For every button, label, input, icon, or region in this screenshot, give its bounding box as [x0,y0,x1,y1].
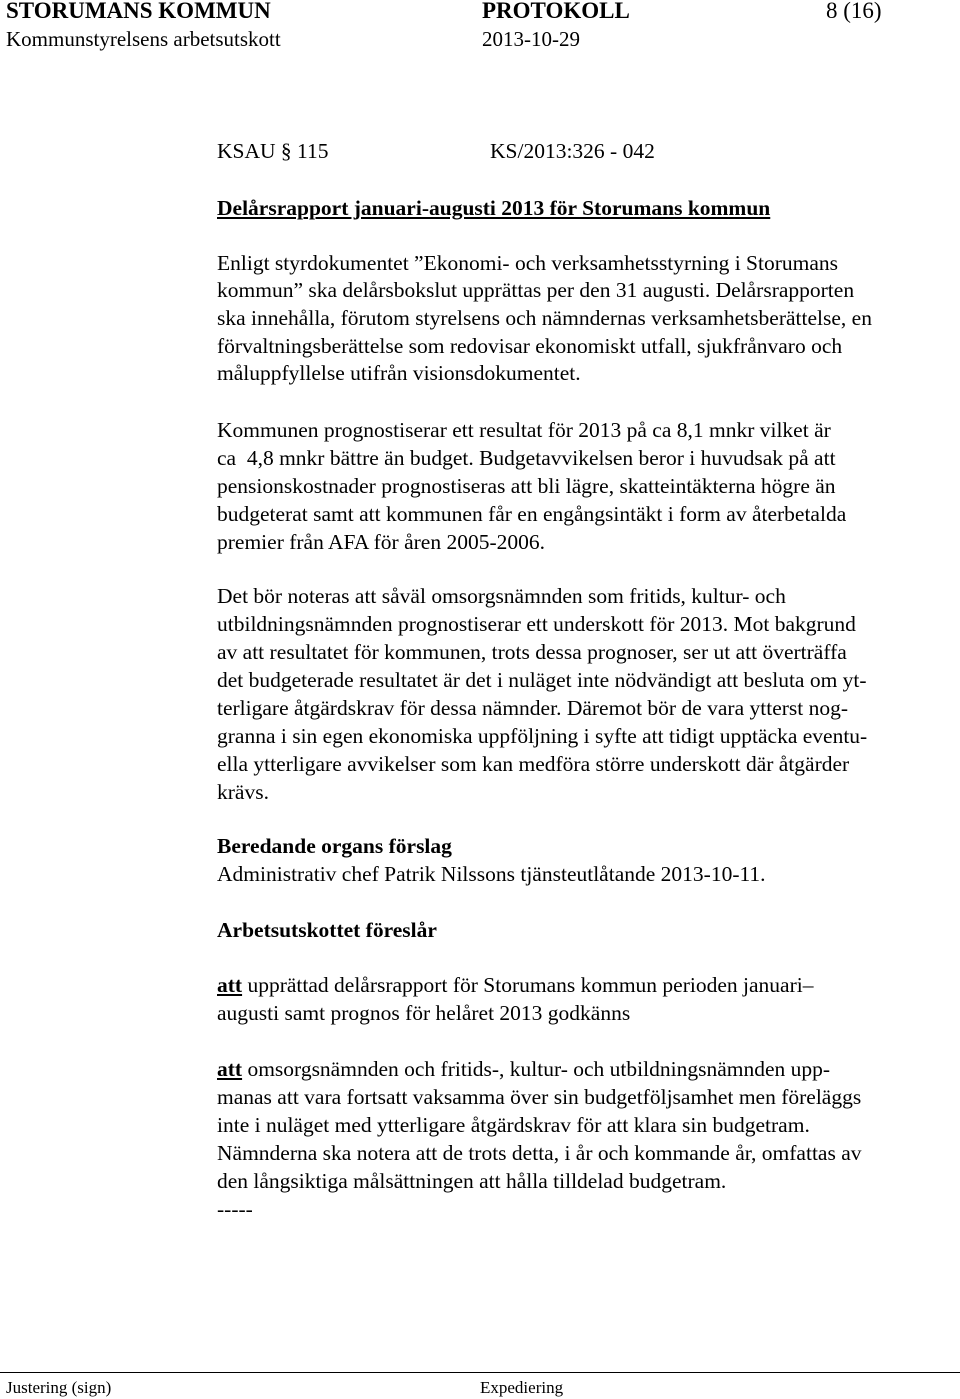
page-number: 8 (16) [826,0,882,23]
body-line: ella ytterligare avvikelser som kan medföra större underskott där åtgärder [217,752,850,776]
proposal-line: upprättad delårsrapport för Storumans kommun perioden januari– [242,973,814,997]
body-line: budgeterat samt att kommunen får en engångsintäkt i form av återbetalda [217,502,847,526]
body-line: premier från AFA för åren 2005-2006. [217,530,545,554]
body-line: förvaltningsberättelse som redovisar ekonomiskt utfall, sjukfrånvaro och [217,334,843,358]
proposal-line: inte i nuläget med ytterligare åtgärdskrav för att klara sin budgetram. [217,1113,810,1137]
case-title: Delårsrapport januari-augusti 2013 för Storumans kommun [217,196,771,220]
document-type: PROTOKOLL [482,0,630,23]
end-mark: ----- [217,1197,253,1221]
body-line: ca 4,8 mnkr bättre än budget. Budgetavvikelsen beror i huvudsak på att [217,446,836,470]
body-line: Det bör noteras att såväl omsorgsnämnden som fritids, kultur- och [217,584,786,608]
body-line: måluppfyllelse utifrån visionsdokumentet. [217,361,581,385]
proposal-item-2 [217,1057,830,1082]
body-line: ska innehålla, förutom styrelsens och nämndernas verksamhetsberättelse, en [217,306,872,330]
body-line: av att resultatet för kommunen, trots dessa prognoser, ser ut att överträffa [217,640,847,664]
body-line: det budgeterade resultatet är det i nuläget inte nödvändigt att besluta om yt- [217,668,867,692]
meeting-date: 2013-10-29 [482,27,580,51]
proposal-line: den långsiktiga målsättningen att hålla tilldelad budgetram. [217,1169,727,1193]
diarie-number: KS/2013:326 - 042 [490,139,655,163]
proposal-heading: Arbetsutskottet föreslår [217,918,437,942]
footer-rule [0,1372,960,1373]
municipality-name: STORUMANS KOMMUN [6,0,271,23]
expediering-label: Expediering [480,1378,564,1397]
att-keyword: att [217,1057,243,1081]
proposal-line: augusti samt prognos för helåret 2013 godkänns [217,1001,631,1025]
proposal-item-1 [217,973,813,998]
body-line: terligare åtgärdskrav för dessa nämnder. Däremot bör de vara ytterst nog- [217,696,849,720]
body-line: Kommunen prognostiserar ett resultat för 2013 på ca 8,1 mnkr vilket är [217,418,831,442]
body-line: utbildningsnämnden prognostiserar ett underskott för 2013. Mot bakgrund [217,612,856,636]
body-line: granna i sin egen ekonomiska uppföljning i syfte att tidigt upptäcka eventu- [217,724,868,748]
body-line: pensionskostnader prognostiseras att bli lägre, skatteintäkterna högre än [217,474,836,498]
paragraph-number: KSAU § 115 [217,139,329,163]
att-keyword: att [217,973,243,997]
proposal-line: Nämnderna ska notera att de trots detta, i år och kommande år, omfattas av [217,1141,862,1165]
justering-label: Justering (sign) [6,1378,112,1397]
body-line: krävs. [217,780,269,804]
committee-name: Kommunstyrelsens arbetsutskott [6,27,281,51]
body-line: kommun” ska delårsbokslut upprättas per den 31 augusti. Delårsrapporten [217,278,855,302]
body-line: Enligt styrdokumentet ”Ekonomi- och verksamhetsstyrning i Storumans [217,251,839,275]
proposal-line: omsorgsnämnden och fritids-, kultur- och utbildningsnämnden upp- [242,1057,831,1081]
beredande-heading: Beredande organs förslag [217,834,452,858]
proposal-line: manas att vara fortsatt vaksamma över sin budgetföljsamhet men föreläggs [217,1085,862,1109]
beredande-text: Administrativ chef Patrik Nilssons tjänsteutlåtande 2013-10-11. [217,862,766,886]
